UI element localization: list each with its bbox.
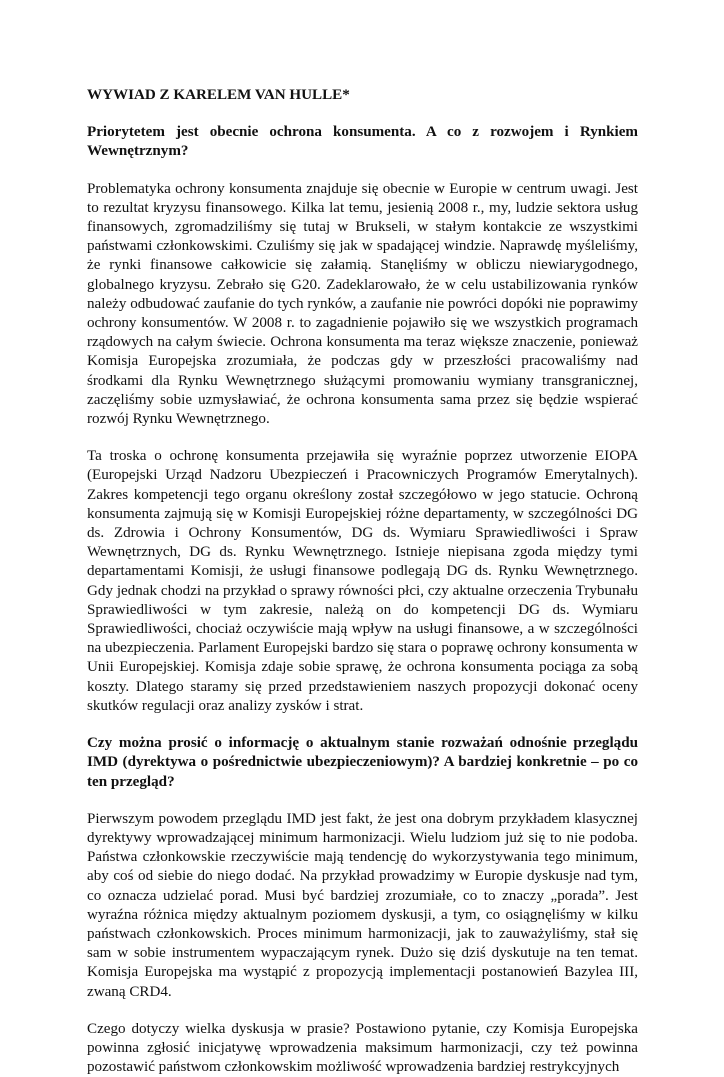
answer-paragraph-1: Problematyka ochrony konsumenta znajduje się obecnie w Europie w centrum uwagi. Jest to rezultat kryzysu finansowego. Kilka lat temu, jesienią 2008 r., my, ludzie sektora usług finansowych, zgromadziliśmy się tutaj w Brukseli, w stałym kontakcie ze wszystkimi państwami członkowskimi. Czuliśmy się jak w spadającej windzie. Naprawdę myśleliśmy, że rynki finansowe całkowicie się załamią. Stanęliśmy w obliczu niewiarygodnego, globalnego kryzysu. Zebrało się G20. Zadeklarowało, że w celu ustabilizowania rynków należy odbudować zaufanie do tych rynków, a zaufanie nie powróci dopóki nie poprawimy ochrony konsumentów. W 2008 r. to zagadnienie pojawiło się we wszystkich programach rządowych na całym świecie. Ochrona konsumenta ma teraz większe znaczenie, ponieważ Komisja Europejska zrozumiała, że podczas gdy w przeszłości pracowaliśmy nad środkami dla Rynku Wewnętrznego służącymi promowaniu wymiany transgranicznej, zaczęliśmy sobie uzmysławiać, że ochrona konsumenta sama przez się będzie wspierać rozwój Rynku Wewnętrznego. (87, 180, 638, 428)
document-page (87, 86, 638, 1077)
interview-question-2: Czy można prosić o informację o aktualnym stanie rozważań odnośnie przeglądu IMD (dyrektywa o pośrednictwie ubezpieczeniowym)? A bardziej konkretnie – po co ten przegląd? (87, 735, 638, 790)
interview-title: WYWIAD Z KARELEM VAN HULLE* (87, 87, 350, 103)
answer-paragraph-4: Czego dotyczy wielka dyskusja w prasie? Postawiono pytanie, czy Komisja Europejska powinna zgłosić inicjatywę wprowadzenia maksimum harmonizacji, czy też powinna pozostawić państwom członkowskim możliwość wprowadzenia bardziej restrykcyjnych (87, 1020, 638, 1076)
answer-paragraph-3: Pierwszym powodem przeglądu IMD jest fakt, że jest ona dobrym przykładem klasycznej dyrektywy wprowadzającej minimum harmonizacji. Wielu ludziom już się to nie podoba. Państwa członkowskie rzeczywiście mają tendencję do wykorzystywania tego minimum, aby coś od siebie do niego dodać. Na przykład prowadzimy w Europie dyskusje nad tym, co oznacza udzielać porad. Musi być bardziej zrozumiałe, co to znaczy „porada”. Jest wyraźna różnica między aktualnym poziomem dyskusji, a tym, co osiągnęliśmy w kilku państwach członkowskich. Proces minimum harmonizacji, jak to zauważyliśmy, stał się sam w sobie instrumentem wypaczającym rynek. Dużo się dziś dyskutuje na ten temat. Komisja Europejska ma wystąpić z propozycją implementacji postanowień Bazylea III, zwaną CRD4. (87, 810, 638, 1000)
interview-question-1: Priorytetem jest obecnie ochrona konsumenta. A co z rozwojem i Rynkiem Wewnętrznym? (87, 124, 638, 160)
answer-paragraph-2: Ta troska o ochronę konsumenta przejawiła się wyraźnie poprzez utworzenie EIOPA (Europejski Urząd Nadzoru Ubezpieczeń i Pracowniczych Programów Emerytalnych). Zakres kompetencji tego organu określony został szczegółowo w jego statucie. Ochroną konsumenta zajmują się w Komisji Europejskiej różne departamenty, w szczególności DG ds. Zdrowia i Ochrony Konsumentów, DG ds. Wymiaru Sprawiedliwości i Spraw Wewnętrznych, DG ds. Rynku Wewnętrznego. Istnieje niepisana zgoda między tymi departamentami Komisji, że usługi finansowe podlegają DG ds. Rynku Wewnętrznego. Gdy jednak chodzi na przykład o sprawy równości płci, czy aktualne orzeczenia Trybunału Sprawiedliwości w tym zakresie, należą on do kompetencji DG ds. Wymiaru Sprawiedliwości, chociaż oczywiście mają wpływ na usługi finansowe, a w szczególności na ubezpieczenia. Parlament Europejski bardzo się stara o poprawę ochrony konsumenta w Unii Europejskiej. Komisja zdaje sobie sprawę, że ochrona konsumenta pociąga za sobą koszty. Dlatego staramy się przed przedstawieniem naszych propozycji dokonać oceny skutków regulacji oraz analizy zysków i strat. (87, 448, 638, 714)
